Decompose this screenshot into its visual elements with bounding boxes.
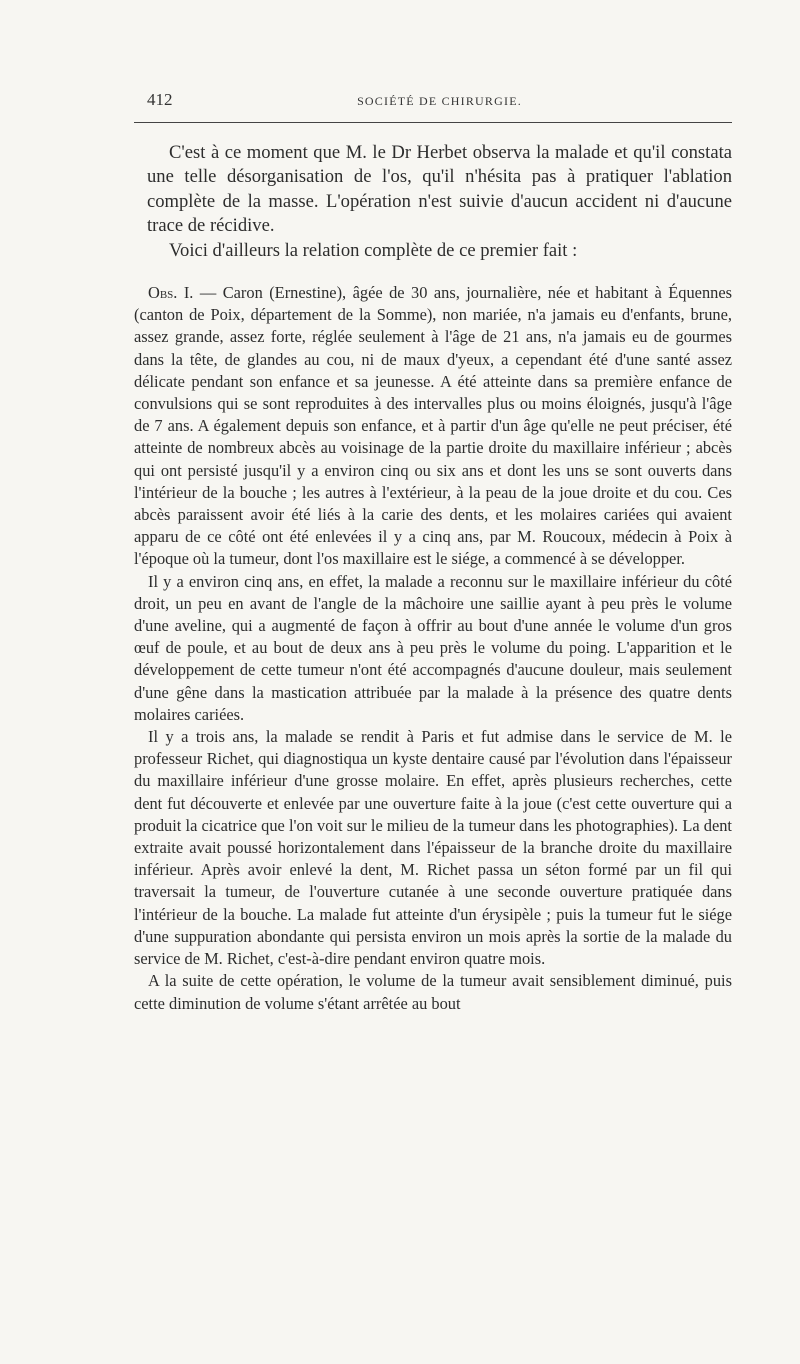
observation-text <box>134 282 732 1015</box>
observation-paragraph <box>134 282 732 571</box>
observation-paragraph: Il y a trois ans, la malade se rendit à Paris et fut admise dans le service de M. le professeur Richet, qui diagnostiqua un kyste dentaire causé par l'évolution dans l'épaisseur du maxillaire inférieur d'une grosse molaire. En effet, après plusieurs recherches, cette dent fut découverte et enlevée par une ouverture faite à la joue (c'est cette ouverture qui a produit la cicatrice que l'on voit sur le milieu de la tumeur dans les photographies). La dent extraite avait poussé horizontalement dans l'épaisseur de la branche droite du maxillaire inférieur. Après avoir enlevé la dent, M. Richet passa un séton formé par un fil qui traversait la tumeur, de l'ouverture cutanée à une seconde ouverture pratiquée dans l'intérieur de la bouche. La malade fut atteinte d'un érysipèle ; puis la tumeur fut le siége d'une suppuration abondante qui persista environ un mois après la sortie de la malade du service de M. Richet, c'est-à-dire pendant environ quatre mois. <box>134 727 732 969</box>
intro-paragraph: Voici d'ailleurs la relation complète de ce premier fait : <box>169 239 578 261</box>
observation-paragraph: Il y a environ cinq ans, en effet, la malade a reconnu sur le maxillaire inférieur du côté droit, un peu en avant de l'angle de la mâchoire une saillie ayant à peu près le volume d'une aveline, qui a augmenté de façon à offrir au bout d'une année le volume d'un gros œuf de poule, et au bout de deux ans à peu près le volume du poing. L'apparition et le développement de cette tumeur n'ont été accompagnés d'aucune douleur, mais seulement d'une gêne dans la mastication attribuée par la malade à la présence des quatre dents molaires cariées. <box>134 571 732 724</box>
page-number: 412 <box>147 90 173 109</box>
observation-paragraph-text: — Caron (Ernestine), âgée de 30 ans, journalière, née et habitant à Équennes (canton de Poix, département de la Somme), non mariée, n'a jamais eu d'enfants, brune, assez grande, assez forte, réglée seulement à l'âge de 21 ans, n'a jamais eu de gourmes dans la tête, de glandes au cou, ni de maux d'yeux, a cependant été d'une santé assez délicate pendant son enfance et sa jeunesse. A été atteinte dans sa première enfance de convulsions qui se sont reproduites à des intervalles plus ou moins éloignés, jusqu'à l'âge de 7 ans. A également depuis son enfance, et à partir d'un âge qu'elle ne peut préciser, été atteinte de nombreux abcès au voisinage de la partie droite du maxillaire inférieur ; abcès qui ont persisté jusqu'il y a environ cinq ou six ans et dont les uns se sont ouverts dans l'intérieur de la bouche ; les autres à l'extérieur, à la peau de la joue droite et du cou. Ces abcès paraissent avoir été liés à la carie des dents, et les molaires cariées qui avaient apparu de ce côté ont été enlevées il y a cinq ans, par M. Roucoux, médecin à Poix à l'époque où la tumeur, dont l'os maxillaire est le siége, a commencé à se développer. <box>134 283 732 569</box>
intro-text <box>147 141 732 263</box>
intro-paragraph: C'est à ce moment que M. le Dr Herbet observa la malade et qu'il constata une telle désorganisation de l'os, qu'il n'hésita pas à pratiquer l'ablation complète de la masse. L'opération n'est suivie d'aucun accident ni d'aucune trace de récidive. <box>147 142 732 237</box>
running-head: SOCIÉTÉ DE CHIRURGIE. <box>357 94 522 108</box>
header-rule <box>134 122 732 123</box>
page-header <box>147 90 732 112</box>
observation-label: Obs. I. <box>148 283 194 302</box>
observation-paragraph: A la suite de cette opération, le volume de la tumeur avait sensiblement diminué, puis cette diminution de volume s'étant arrêtée au bout <box>134 971 732 1013</box>
